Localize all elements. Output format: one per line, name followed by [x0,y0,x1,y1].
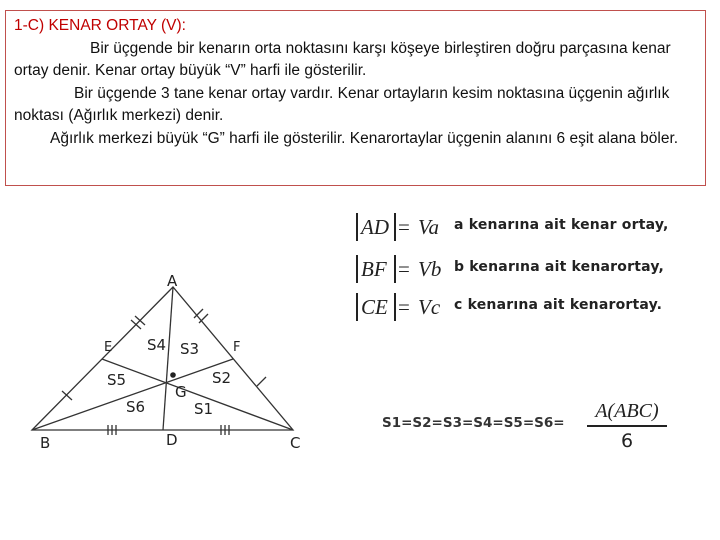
region-s3-label: S3 [180,340,200,358]
median-symbol: Vb [418,257,442,281]
definition-title-text: 1-C) KENAR ORTAY (V): [14,17,186,34]
median-symbol: Va [418,215,439,239]
area-fraction [587,399,667,453]
median-segment: BF [361,257,387,281]
median-row-c [356,292,706,324]
median-description: c kenarına ait kenarortay. [454,297,663,313]
tick-fc [257,377,266,386]
region-s1-label: S1 [194,400,214,418]
region-s2-label: S2 [212,369,232,387]
definition-paragraph-1: Bir üçgende bir kenarın orta noktasını karşı köşeye birleştiren doğru parçasına kenar ortay denir. Kenar ortay büyük “V” harfi ile gösterilir. [14,39,671,79]
centroid-label: G [175,383,187,401]
area-equation [382,399,682,455]
median-symbol: Vc [418,295,441,319]
region-s5-label: S5 [107,371,127,389]
equals-sign: = [398,295,410,319]
centroid-point [170,372,176,378]
midpoint-e-label: E [104,340,113,355]
equals-sign: = [398,257,410,281]
median-segment: CE [361,295,388,319]
definition-paragraph-3: Ağırlık merkezi büyük “G” harfi ile gösterilir. Kenarortaylar üçgenin alanını 6 eşit alana böler. [50,129,679,147]
definition-paragraph-2: Bir üçgende 3 tane kenar ortay vardır. Kenar ortayların kesim noktasına üçgenin ağırlık noktası (Ağırlık merkezi) denir. [14,84,670,124]
midpoint-d-label: D [166,431,178,449]
region-s6-label: S6 [126,398,146,416]
median-ad [163,287,173,430]
area-chain: S1=S2=S3=S4=S5=S6= [382,415,565,431]
triangle-diagram [20,265,310,465]
median-row-b [356,254,706,286]
median-segment: AD [361,215,389,239]
vertex-c-label: C [290,434,301,452]
median-row-a [356,212,706,244]
median-description: a kenarına ait kenar ortay, [454,217,669,233]
fraction-bar [587,425,667,427]
triangle-outline [32,287,293,430]
fraction-denominator: 6 [620,429,634,452]
vertex-b-label: B [40,434,51,452]
median-description: b kenarına ait kenarortay, [454,259,665,275]
midpoint-f-label: F [233,340,241,355]
definition-title [14,15,697,38]
region-s4-label: S4 [147,336,167,354]
definition-box [5,10,706,186]
tick-af-2 [199,314,208,323]
vertex-a-label: A [167,272,178,290]
equals-sign: = [398,215,410,239]
fraction-numerator: A(ABC) [595,400,659,422]
